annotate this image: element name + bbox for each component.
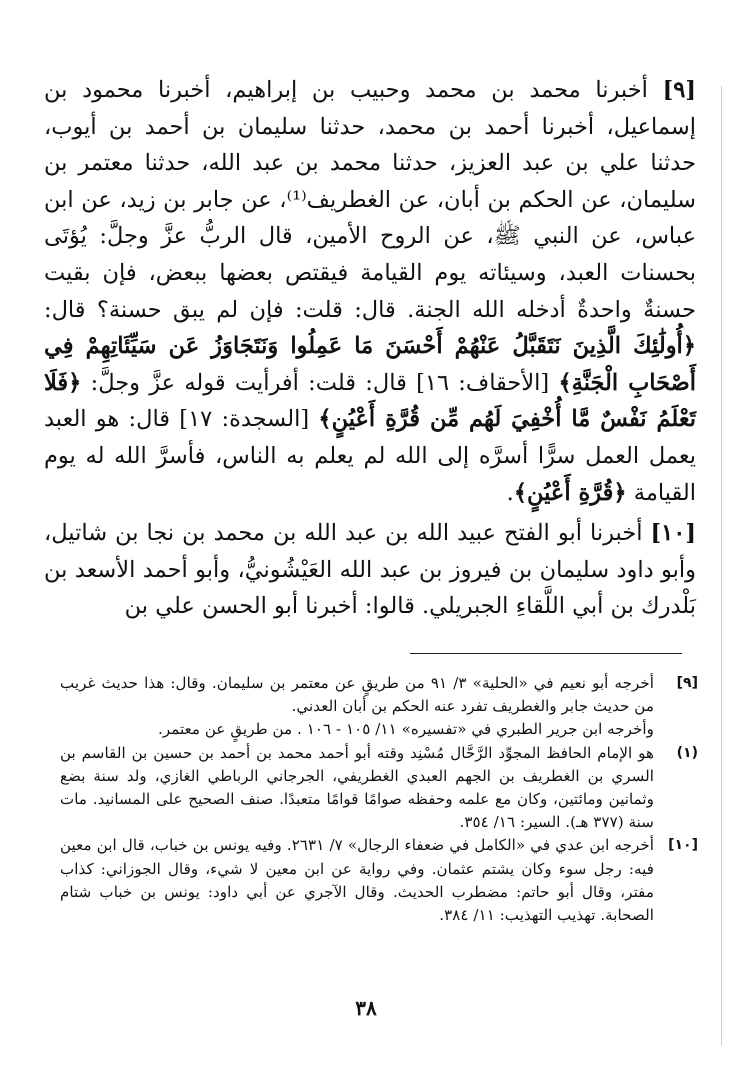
quran-ref-2: [السجدة: ١٧]: [179, 406, 310, 433]
footnote-1: [60, 742, 698, 835]
hadith-9-number: [٩]: [662, 77, 696, 103]
hadith-9-text-2: قال: قلت: أفرأيت قوله عزَّ وجلَّ:: [90, 369, 407, 396]
hadith-9-text: أخبرنا محمد بن محمد وحبيب بن إبراهيم، أخبرنا محمود بن إسماعيل، أخبرنا أحمد بن محمد، حدثنا سليمان بن أحمد بن أيوب، حدثنا علي بن عبد العزيز، حدثنا محمد بن عبد الله، حدثنا معتمر بن سليمان، عن الحكم بن أبان، عن الغطريف⁽¹⁾، عن جابر بن زيد، عن ابن عباس، عن النبي ﷺ، عن الروح الأمين، قال الربُّ عزَّ وجلَّ: يُؤتَى بحسنات العبد، وسيئاته يوم القيامة فيقتص بعضها ببعض، فإن بقيت حسنةٌ واحدةٌ أدخله الله الجنة. قال: قلت: فإن لم يبق حسنة؟ قال:: [44, 77, 697, 323]
footnote-line: أخرجه أبو نعيم في «الحلية» ٣/ ٩١ من طريقٍ عن معتمر بن سليمان. وقال: هذا حديث غريب من حديث جابر والغطريف تفرد عنه الحكم بن أبان العدني.: [60, 674, 654, 716]
footnote-body: [60, 742, 654, 835]
footnote-tag: [٩]: [676, 675, 698, 691]
footnote-body: [60, 672, 654, 742]
page-edge-line: [721, 86, 722, 1046]
hadith-10-text: أخبرنا أبو الفتح عبيد الله بن عبد الله بن محمد بن نجا بن شاتيل، وأبو داود سليمان بن فيروز بن عبد الله العَيْشُونيُّ، وأبو أحمد الأسعد بن بَلْدرك بن أبي اللَّقاءِ الجبريلي. قالوا: أخبرنا أبو الحسن علي بن: [44, 520, 696, 620]
footnote-line: هو الإمام الحافظ المجوِّد الرَّحَّال مُسْنِد وقته أبو أحمد محمد بن أحمد بن حسين بن القاسم بن السري بن الغطريف بن الجهم العبدي الغطريفي، الجرجاني الرباطي الغازي، ولد سنة بضع وثمانين ومائتين، وكان مع علمه وحفظه صوامًا قوامًا متعبدًا. صنف الصحيح على المسانيد. مات سنة (٣٧٧ هـ). السير: ١٦/ ٣٥٤.: [60, 743, 654, 832]
footnote-9: [60, 672, 698, 742]
footnote-line: وأخرجه ابن جرير الطبري في «تفسيره» ١١/ ١٠٥ - ١٠٦ . من طريقٍ عن معتمر.: [158, 720, 654, 739]
quran-ref-1: [الأحقاف: ١٦]: [416, 369, 550, 396]
page-number: ٣٨: [355, 996, 377, 1020]
quran-quote-1: ﴿أُولَٰئِكَ الَّذِينَ نَتَقَبَّلُ عَنْهُمْ أَحْسَنَ مَا عَمِلُوا وَنَتَجَاوَزُ عَن سَيِّئَاتِهِمْ فِي أَصْحَابِ الْجَنَّةِ﴾: [44, 333, 696, 396]
hadith-10-number: [١٠]: [650, 520, 696, 547]
main-text: [44, 72, 696, 625]
quran-quote-2: ﴿فَلَا تَعْلَمُ نَفْسٌ مَّا أُخْفِيَ لَهُم مِّن قُرَّةِ أَعْيُنٍ﴾: [44, 369, 696, 433]
hadith-9-paragraph: [44, 72, 696, 511]
footnote-line: أخرجه ابن عدي في «الكامل في ضعفاء الرجال» ٧/ ٢٦٣١. وفيه يونس بن خباب، قال ابن معين فيه: رجل سوء وكان يشتم عثمان. وفي رواية عن ابن معين لا شيء، وقال الجوزاني: كذاب مفتر، وقال أبو حاتم: مضطرب الحديث. وقال الآجري عن أبي داود: يونس بن خباب شتام الصحابة. تهذيب التهذيب: ١١/ ٣٨٤.: [60, 836, 654, 925]
footnotes: [60, 672, 698, 927]
footnote-tag: [١٠]: [668, 837, 698, 854]
footnote-10: [60, 834, 698, 927]
footnote-body: [60, 834, 654, 927]
quran-quote-3: ﴿قُرَّةِ أَعْيُنٍ﴾: [513, 479, 627, 506]
hadith-10-paragraph: [44, 515, 696, 625]
footnote-tag: (١): [676, 744, 698, 761]
footnote-separator: [410, 653, 682, 654]
hadith-9-text-3: قال: هو العبد يعمل العمل سرًّا أسرَّه إلى الله لم يعلم به الناس، فأسرَّ الله له يوم القيامة: [44, 406, 696, 506]
hadith-9-end: .: [506, 479, 514, 506]
